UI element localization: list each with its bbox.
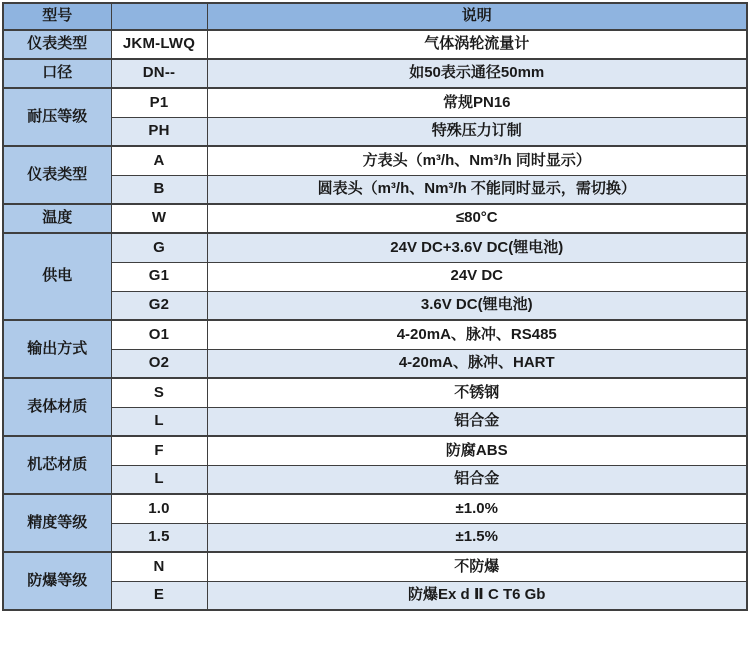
table-row bbox=[3, 204, 747, 233]
table-row bbox=[3, 378, 747, 407]
description-cell: 4-20mA、脉冲、RS485 bbox=[207, 320, 747, 349]
table-row bbox=[3, 407, 747, 436]
category-cell: 耐压等级 bbox=[3, 88, 111, 146]
code-cell: F bbox=[111, 436, 207, 465]
code-cell: W bbox=[111, 204, 207, 233]
code-cell: O2 bbox=[111, 349, 207, 378]
code-cell: E bbox=[111, 581, 207, 610]
description-cell: 不锈钢 bbox=[207, 378, 747, 407]
header-model-label: 型号 bbox=[3, 3, 111, 30]
description-cell: 气体涡轮流量计 bbox=[207, 30, 747, 59]
description-cell: ±1.0% bbox=[207, 494, 747, 523]
table-row bbox=[3, 436, 747, 465]
model-spec-table bbox=[2, 2, 748, 611]
description-cell: 如50表示通径50mm bbox=[207, 59, 747, 88]
code-cell: S bbox=[111, 378, 207, 407]
description-cell: 4-20mA、脉冲、HART bbox=[207, 349, 747, 378]
code-cell: 1.5 bbox=[111, 523, 207, 552]
category-cell: 仪表类型 bbox=[3, 146, 111, 204]
table-row bbox=[3, 146, 747, 175]
description-cell: 方表头（m³/h、Nm³/h 同时显示） bbox=[207, 146, 747, 175]
table-row bbox=[3, 349, 747, 378]
description-cell: 防爆Ex d Ⅱ C T6 Gb bbox=[207, 581, 747, 610]
code-cell: JKM-LWQ bbox=[111, 30, 207, 59]
description-cell: 防腐ABS bbox=[207, 436, 747, 465]
description-cell: 24V DC+3.6V DC(锂电池) bbox=[207, 233, 747, 262]
table-row bbox=[3, 59, 747, 88]
description-cell: 圆表头（m³/h、Nm³/h 不能同时显示，需切换） bbox=[207, 175, 747, 204]
table-row bbox=[3, 262, 747, 291]
category-cell: 仪表类型 bbox=[3, 30, 111, 59]
table-row bbox=[3, 581, 747, 610]
category-cell: 温度 bbox=[3, 204, 111, 233]
table-row bbox=[3, 88, 747, 117]
code-cell: O1 bbox=[111, 320, 207, 349]
description-cell: 常规PN16 bbox=[207, 88, 747, 117]
code-cell: P1 bbox=[111, 88, 207, 117]
code-cell: L bbox=[111, 407, 207, 436]
category-cell: 防爆等级 bbox=[3, 552, 111, 610]
table-row bbox=[3, 523, 747, 552]
table-row bbox=[3, 320, 747, 349]
header-description-label: 说明 bbox=[207, 3, 747, 30]
category-cell: 精度等级 bbox=[3, 494, 111, 552]
table-row bbox=[3, 30, 747, 59]
description-cell: ±1.5% bbox=[207, 523, 747, 552]
description-cell: 特殊压力订制 bbox=[207, 117, 747, 146]
category-cell: 表体材质 bbox=[3, 378, 111, 436]
category-cell: 机芯材质 bbox=[3, 436, 111, 494]
code-cell: L bbox=[111, 465, 207, 494]
code-cell: G2 bbox=[111, 291, 207, 320]
table-row bbox=[3, 465, 747, 494]
header-code-cell bbox=[111, 3, 207, 30]
table-row bbox=[3, 291, 747, 320]
description-cell: ≤80°C bbox=[207, 204, 747, 233]
code-cell: N bbox=[111, 552, 207, 581]
code-cell: PH bbox=[111, 117, 207, 146]
category-cell: 供电 bbox=[3, 233, 111, 320]
code-cell: 1.0 bbox=[111, 494, 207, 523]
description-cell: 3.6V DC(锂电池) bbox=[207, 291, 747, 320]
code-cell: B bbox=[111, 175, 207, 204]
category-cell: 口径 bbox=[3, 59, 111, 88]
category-cell: 输出方式 bbox=[3, 320, 111, 378]
description-cell: 24V DC bbox=[207, 262, 747, 291]
code-cell: DN-- bbox=[111, 59, 207, 88]
code-cell: A bbox=[111, 146, 207, 175]
table-row bbox=[3, 552, 747, 581]
table-row bbox=[3, 117, 747, 146]
description-cell: 铝合金 bbox=[207, 465, 747, 494]
table-row bbox=[3, 233, 747, 262]
code-cell: G bbox=[111, 233, 207, 262]
table-row bbox=[3, 175, 747, 204]
description-cell: 铝合金 bbox=[207, 407, 747, 436]
table-header-row bbox=[3, 3, 747, 30]
table-row bbox=[3, 494, 747, 523]
description-cell: 不防爆 bbox=[207, 552, 747, 581]
code-cell: G1 bbox=[111, 262, 207, 291]
